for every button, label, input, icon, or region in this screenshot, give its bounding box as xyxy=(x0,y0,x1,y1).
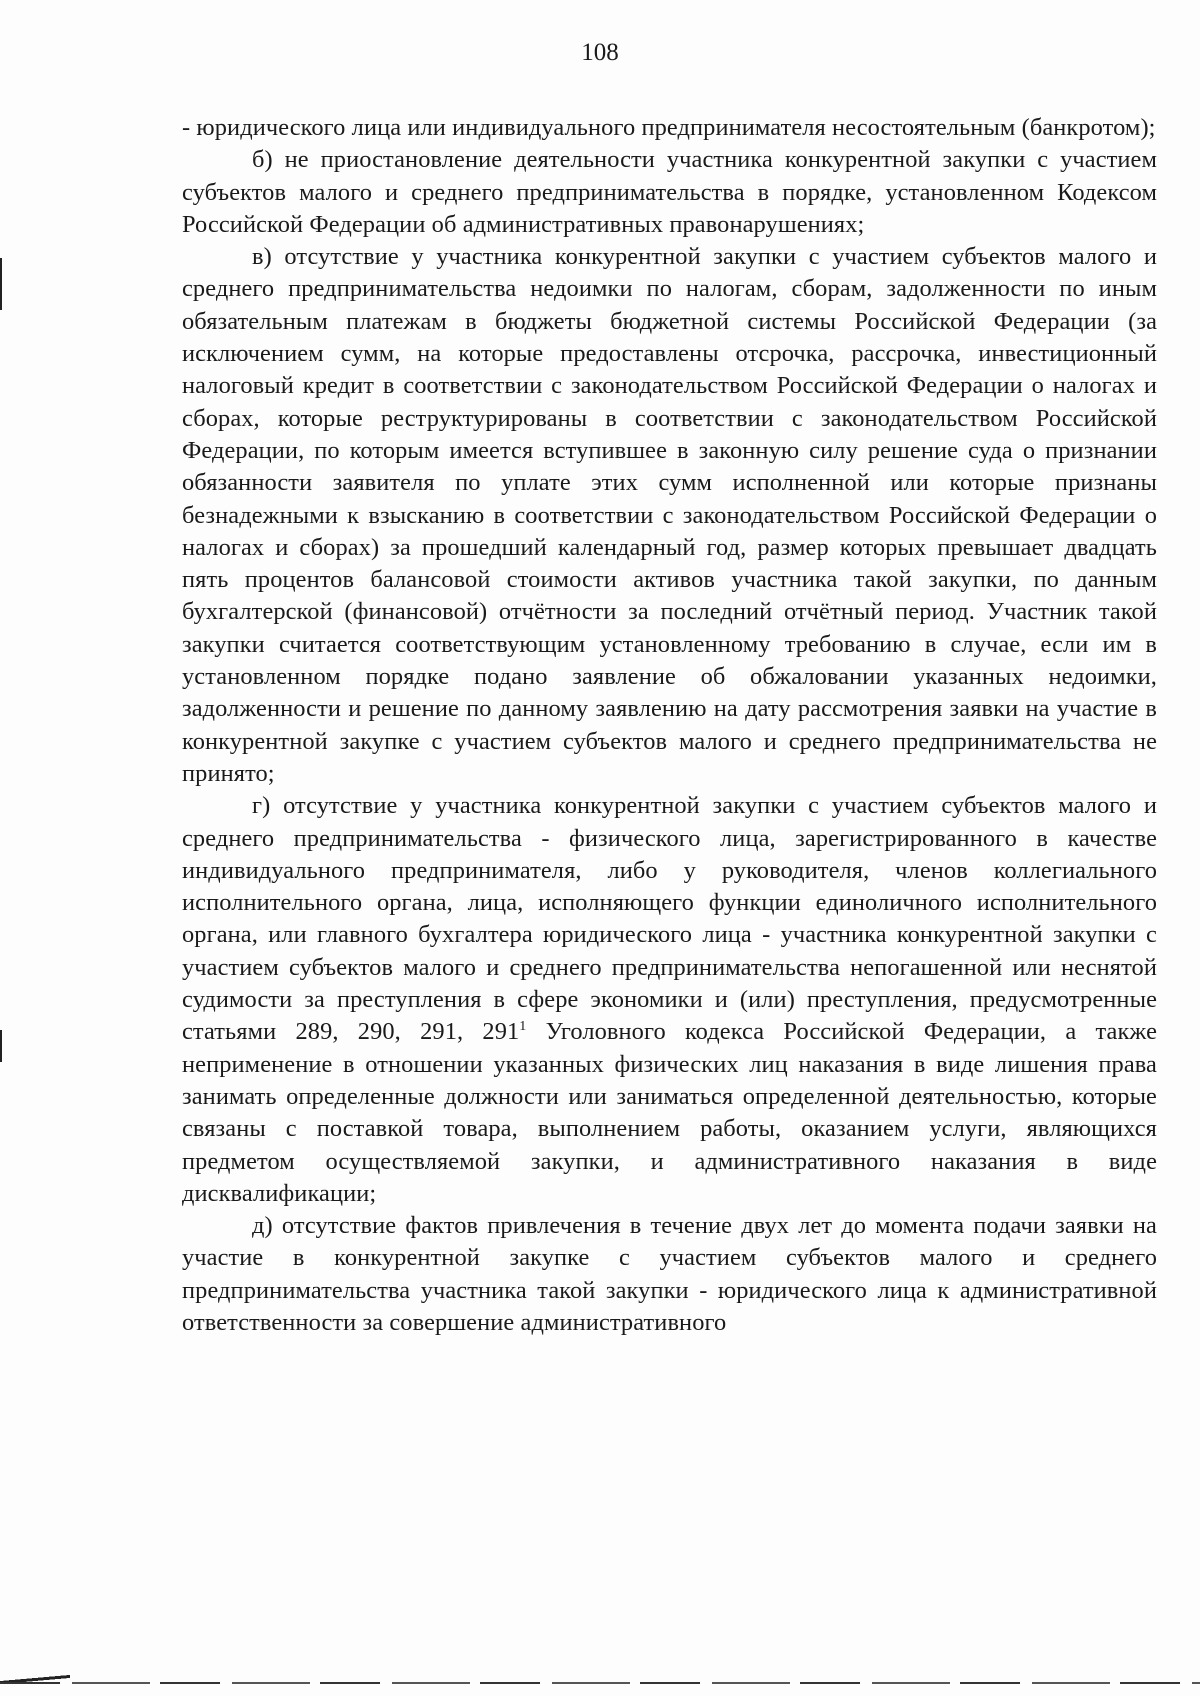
paragraph-b-suspension: б) не приостановление деятельности участника конкурентной закупки с участием субъектов малого и среднего предпринимательства в порядке, установленном Кодексом Российской Федерации об административных правонарушениях; xyxy=(182,146,1157,238)
scan-edge-line xyxy=(0,1682,1200,1684)
scan-margin-mark xyxy=(0,1030,2,1062)
scan-margin-mark xyxy=(0,258,2,310)
document-body xyxy=(182,112,1157,1339)
paragraph-g-criminal-record xyxy=(182,790,1157,1210)
paragraph-d-administrative-liability: д) отсутствие фактов привлечения в течение двух лет до момента подачи заявки на участие в конкурентной закупке с участием субъектов малого и среднего предпринимательства участника такой закупки - юридического лица к административной ответственности за совершение административного xyxy=(182,1212,1157,1336)
paragraph-bankruptcy-continued: - юридического лица или индивидуального предпринимателя несостоятельным (банкротом); xyxy=(182,114,1156,141)
page-number: 108 xyxy=(581,39,619,66)
paragraph-g-text-before: г) отсутствие у участника конкурентной закупки с участием субъектов малого и среднего предпринимательства - физического лица, зарегистрированного в качестве индивидуального предпринимателя, либо у руководителя, членов коллегиального исполнительного органа, лица, исполняющего функции единоличного исполнительного органа, или главного бухгалтера юридического лица - участника конкурентной закупки с участием субъектов малого и среднего предпринимательства непогашенной или неснятой судимости за преступления в сфере экономики и (или) преступления, предусмотренные статьями 289, 290, 291, 291 xyxy=(182,792,1157,1046)
paragraph-g-text-after: Уголовного кодекса Российской Федерации, а также неприменение в отношении указанных физических лиц наказания в виде лишения права занимать определенные должности или заниматься определенной деятельностью, которые связаны с поставкой товара, выполнением работы, оказанием услуги, являющихся предметом осуществляемой закупки, и административного наказания в виде дисквалификации; xyxy=(182,1018,1157,1207)
article-superscript: 1 xyxy=(519,1019,527,1035)
paragraph-v-tax-arrears: в) отсутствие у участника конкурентной закупки с участием субъектов малого и среднего предпринимательства недоимки по налогам, сборам, задолженности по иным обязательным платежам в бюджеты бюджетной системы Российской Федерации (за исключением сумм, на которые предоставлены отсрочка, рассрочка, инвестиционный налоговый кредит в соответствии с законодательством Российской Федерации о налогах и сборах, которые реструктурированы в соответствии с законодательством Российской Федерации, по которым имеется вступившее в законную силу решение суда о признании обязанности заявителя по уплате этих сумм исполненной или которые признаны безнадежными к взысканию в соответствии с законодательством Российской Федерации о налогах и сборах) за прошедший календарный год, размер которых превышает двадцать пять процентов балансовой стоимости активов участника такой закупки, по данным бухгалтерской (финансовой) отчётности за последний отчётный период. Участник такой закупки считается соответствующим установленному требованию в случае, если им в установленном порядке подано заявление об обжаловании указанных недоимки, задолженности и решение по данному заявлению на дату рассмотрения заявки на участие в конкурентной закупке с участием субъектов малого и среднего предпринимательства не принято; xyxy=(182,243,1157,787)
